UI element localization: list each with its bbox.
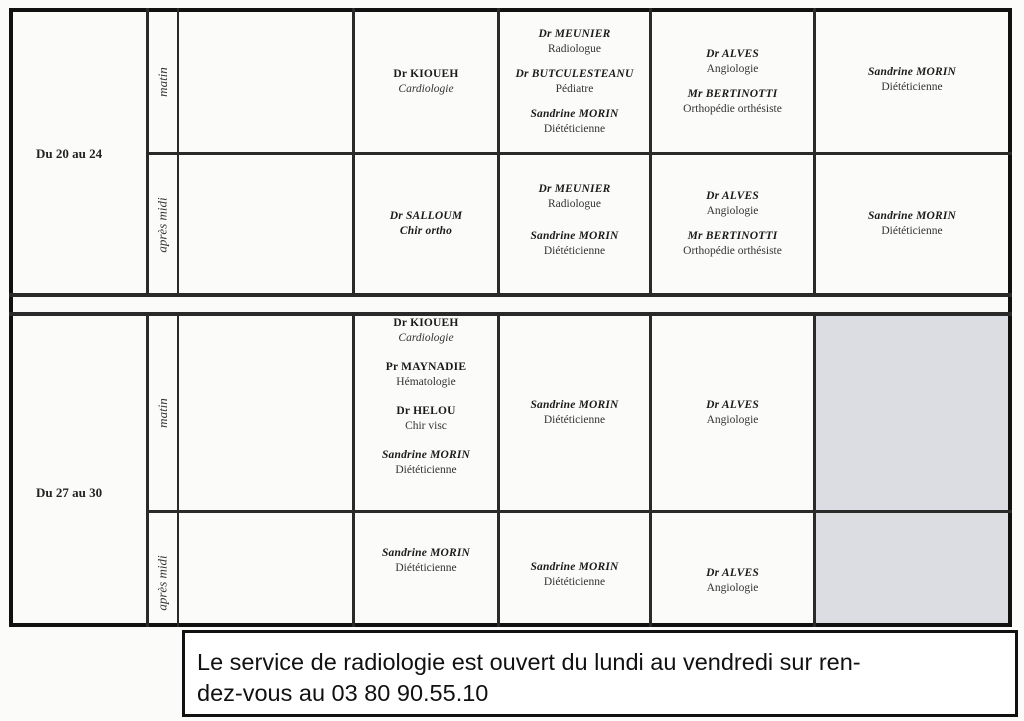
schedule-cell — [500, 316, 649, 510]
schedule-cell — [816, 155, 1008, 293]
practitioner-specialty: Pédiatre — [555, 83, 594, 95]
practitioner-entry — [386, 360, 466, 390]
practitioner-specialty: Diététicienne — [543, 245, 606, 257]
column-divider — [146, 314, 149, 627]
practitioner-entry — [683, 87, 782, 117]
practitioner-name: Dr SALLOUM — [389, 210, 463, 222]
radiology-notice — [182, 630, 1018, 717]
radiology-notice-text: Le service de radiologie est ouvert du lundi au vendredi sur ren- dez-vous au 03 80 90.55.10 — [197, 649, 861, 706]
practitioner-entry — [382, 546, 470, 576]
practitioner-entry — [393, 316, 458, 346]
practitioner-entry — [706, 566, 759, 596]
schedule-cell — [500, 12, 649, 152]
practitioner-specialty: Radiologue — [547, 43, 601, 55]
practitioner-specialty: Angiologie — [706, 414, 759, 426]
practitioner-specialty: Chir ortho — [399, 225, 453, 237]
practitioner-entry — [683, 229, 782, 259]
practitioner-specialty: Angiologie — [706, 582, 759, 594]
practitioner-name: Pr MAYNADIE — [385, 361, 467, 373]
practitioner-entry — [539, 182, 611, 212]
column-divider — [146, 8, 149, 294]
schedule-cell — [652, 513, 813, 623]
practitioner-name: Mr BERTINOTTI — [687, 88, 778, 100]
slot-label-afternoon: après midi — [155, 555, 170, 611]
practitioner-specialty: Orthopédie orthésiste — [683, 245, 782, 257]
practitioner-name: Dr BUTCULESTEANU — [515, 68, 634, 80]
practitioner-name: Sandrine MORIN — [530, 108, 619, 120]
practitioner-entry — [396, 404, 455, 434]
closed-cell-shade — [816, 513, 1008, 623]
practitioner-specialty: Diététicienne — [395, 562, 457, 574]
practitioner-specialty: Diététicienne — [881, 225, 943, 237]
practitioner-entry — [382, 448, 470, 478]
practitioner-name: Dr HELOU — [396, 405, 456, 417]
practitioner-name: Dr MEUNIER — [538, 183, 611, 195]
practitioner-specialty: Diététicienne — [395, 464, 457, 476]
practitioner-entry — [530, 229, 618, 259]
practitioner-specialty: Orthopédie orthésiste — [683, 103, 782, 115]
practitioner-specialty: Cardiologie — [398, 83, 454, 95]
schedule-cell — [652, 12, 813, 152]
closed-cell-shade — [816, 316, 1008, 510]
practitioner-name: Sandrine MORIN — [381, 449, 471, 461]
practitioner-specialty: Diététicienne — [543, 576, 606, 588]
practitioner-name: Dr ALVES — [706, 48, 759, 60]
practitioner-name: Dr KIOUEH — [393, 68, 459, 80]
schedule-cell — [355, 513, 497, 623]
practitioner-entry — [706, 398, 759, 428]
practitioner-specialty: Hématologie — [396, 376, 456, 388]
practitioner-name: Sandrine MORIN — [867, 210, 957, 222]
practitioner-name: Sandrine MORIN — [381, 547, 471, 559]
schedule-cell — [355, 316, 497, 510]
practitioner-name: Sandrine MORIN — [530, 230, 619, 242]
practitioner-name: Dr ALVES — [706, 399, 759, 411]
practitioner-specialty: Diététicienne — [543, 123, 606, 135]
slot-label-afternoon: après midi — [155, 197, 170, 253]
practitioner-name: Dr ALVES — [706, 190, 759, 202]
practitioner-entry — [390, 209, 463, 239]
schedule-cell — [355, 155, 497, 293]
practitioner-entry — [868, 209, 956, 239]
practitioner-name: Mr BERTINOTTI — [687, 230, 778, 242]
practitioner-entry — [516, 67, 634, 97]
schedule-cell — [652, 155, 813, 293]
practitioner-specialty: Diététicienne — [881, 81, 943, 93]
practitioner-name: Sandrine MORIN — [867, 66, 957, 78]
schedule-cell — [500, 155, 649, 293]
practitioner-name: Dr MEUNIER — [538, 28, 611, 40]
practitioner-specialty: Chir visc — [405, 420, 447, 432]
practitioner-name: Dr ALVES — [706, 567, 759, 579]
practitioner-name: Sandrine MORIN — [530, 399, 619, 411]
schedule-cell — [500, 513, 649, 623]
practitioner-name: Dr KIOUEH — [393, 317, 459, 329]
practitioner-entry — [530, 560, 618, 590]
practitioner-specialty: Angiologie — [706, 205, 759, 217]
practitioner-entry — [706, 189, 759, 219]
practitioner-entry — [539, 27, 611, 57]
practitioner-specialty: Diététicienne — [543, 414, 606, 426]
practitioner-entry — [530, 107, 618, 137]
practitioner-specialty: Radiologue — [547, 198, 601, 210]
practitioner-entry — [706, 47, 759, 77]
week-label: Du 27 au 30 — [36, 485, 103, 500]
schedule-cell — [816, 12, 1008, 152]
schedule-cell — [355, 12, 497, 152]
column-divider — [177, 314, 179, 627]
week-label: Du 20 au 24 — [36, 146, 103, 161]
practitioner-specialty: Angiologie — [706, 63, 759, 75]
column-divider — [177, 8, 179, 294]
practitioner-specialty: Cardiologie — [398, 332, 454, 344]
schedule-cell — [652, 316, 813, 510]
practitioner-name: Sandrine MORIN — [530, 561, 619, 573]
practitioner-entry — [393, 67, 458, 97]
slot-label-morning: matin — [155, 398, 170, 428]
practitioner-entry — [868, 65, 956, 95]
slot-label-morning: matin — [155, 67, 170, 97]
practitioner-entry — [530, 398, 618, 428]
